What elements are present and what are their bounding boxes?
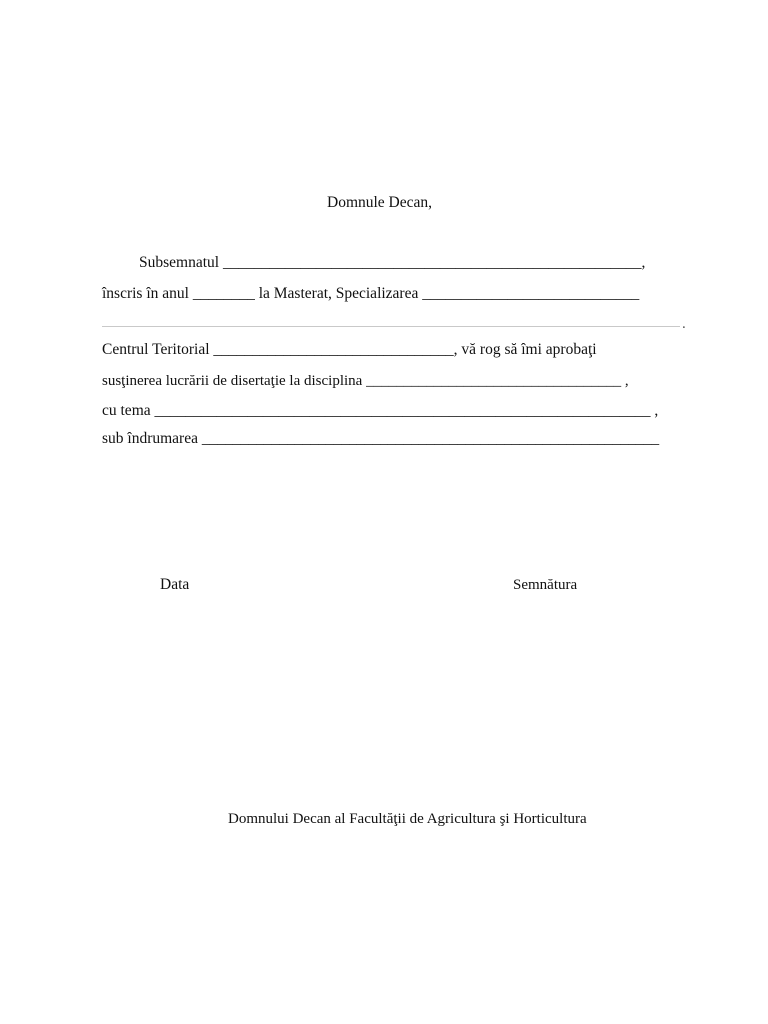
blank-line-end: .	[682, 316, 686, 332]
line-sustinerea: susţinerea lucrării de disertaţie la disciplina __________________________________ ,	[102, 373, 629, 389]
signature-label: Semnătura	[513, 577, 578, 593]
date-label: Data	[160, 576, 190, 593]
line-centrul-teritorial: Centrul Teritorial _______________________________, vă rog să îmi aprobaţi	[102, 341, 597, 358]
line-subsemnatul: Subsemnatul ______________________________________________________,	[139, 254, 646, 271]
line-cu-tema: cu tema ________________________________________________________________ ,	[102, 402, 659, 419]
greeting: Domnule Decan,	[327, 194, 433, 211]
line-sub-indrumarea: sub îndrumarea ___________________________________________________________	[102, 430, 660, 447]
addressee: Domnului Decan al Facultăţii de Agricultura şi Horticultura	[228, 811, 587, 827]
blank-fill-line	[102, 326, 680, 327]
line-inscris: înscris în anul ________ la Masterat, Specializarea ____________________________	[102, 285, 640, 302]
